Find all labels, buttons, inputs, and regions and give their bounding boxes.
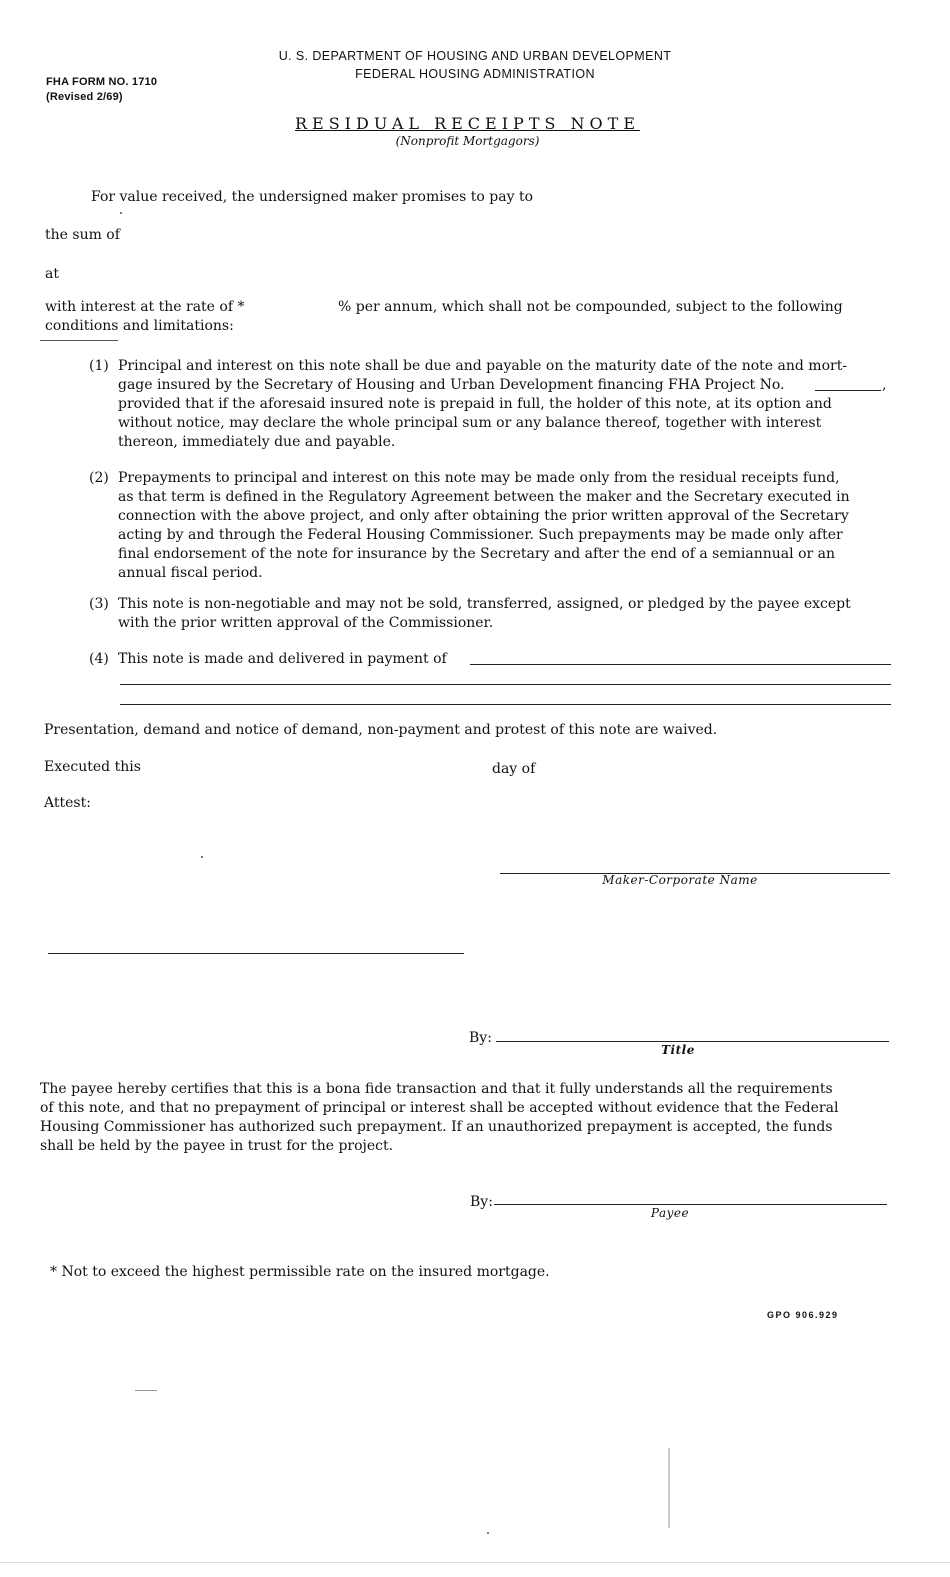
executed-label: Executed this	[44, 759, 141, 775]
condition-1-line: provided that if the aforesaid insured note is prepaid in full, the holder of this note, at its option and	[118, 396, 832, 412]
condition-4-number: (4)	[89, 651, 109, 667]
form-number: FHA FORM NO. 1710	[46, 76, 158, 88]
payment-purpose-blank-2[interactable]	[120, 684, 891, 685]
condition-2-line: as that term is defined in the Regulatory Agreement between the maker and the Secretary executed in	[118, 489, 850, 505]
form-revision: (Revised 2/69)	[46, 91, 123, 103]
by-label-title: By:	[469, 1030, 492, 1046]
payment-purpose-blank-1[interactable]	[470, 664, 891, 665]
condition-3-number: (3)	[89, 596, 109, 612]
attest-signature-line[interactable]	[48, 953, 464, 954]
interest-prefix: with interest at the rate of *	[45, 299, 245, 315]
scan-mark	[40, 340, 118, 341]
interest-suffix: % per annum, which shall not be compounded, subject to the following	[338, 299, 843, 315]
scan-mark	[135, 1390, 157, 1391]
comma: ,	[882, 377, 887, 393]
condition-2-line: final endorsement of the note for insurance by the Secretary and after the end of a semiannual or an	[118, 546, 836, 562]
certification-line: shall be held by the payee in trust for the project.	[40, 1138, 394, 1154]
conditions-label: conditions and limitations:	[45, 318, 234, 334]
by-label-payee: By:	[470, 1194, 493, 1210]
at-label: at	[45, 266, 59, 282]
condition-1-line: thereon, immediately due and payable.	[118, 434, 396, 450]
scan-mark	[668, 1448, 670, 1528]
document-title: RESIDUAL RECEIPTS NOTE	[294, 114, 640, 133]
payee-caption: Payee	[650, 1206, 690, 1220]
condition-1-line: Principal and interest on this note shall be due and payable on the maturity date of the note and mort-	[118, 358, 848, 374]
condition-2-line: acting by and through the Federal Housing Commissioner. Such prepayments may be made only after	[118, 527, 843, 543]
waiver-text: Presentation, demand and notice of demand, non-payment and protest of this note are waived.	[44, 722, 718, 738]
maker-caption: Maker-Corporate Name	[602, 873, 758, 887]
project-number-blank[interactable]	[815, 390, 881, 391]
payee-signature-line[interactable]	[494, 1204, 887, 1205]
condition-1-line: gage insured by the Secretary of Housing and Urban Development financing FHA Project No. ,	[118, 377, 887, 393]
attest-label: Attest:	[44, 795, 91, 811]
gpo-number: GPO 906.929	[767, 1310, 839, 1320]
certification-text	[40, 1080, 890, 1156]
certification-line: The payee hereby certifies that this is a bona fide transaction and that it fully understands all the requirements	[40, 1081, 833, 1097]
condition-3-line: with the prior written approval of the Commissioner.	[118, 615, 494, 631]
scan-speck	[201, 856, 203, 858]
scan-speck	[120, 212, 122, 214]
document-subtitle: (Nonprofit Mortgagors)	[395, 134, 540, 148]
condition-2-number: (2)	[89, 470, 109, 486]
sum-label: the sum of	[45, 227, 120, 243]
title-signature-line[interactable]	[496, 1041, 889, 1042]
day-of-label: day of	[492, 761, 536, 777]
scan-edge	[0, 1562, 950, 1563]
condition-1-line: without notice, may declare the whole principal sum or any balance thereof, together with interest	[118, 415, 822, 431]
certification-line: of this note, and that no prepayment of principal or interest shall be accepted without evidence that the Federal	[40, 1100, 839, 1116]
condition-2-line: annual fiscal period.	[118, 565, 263, 581]
payment-purpose-blank-3[interactable]	[120, 704, 891, 705]
condition-1-number: (1)	[89, 358, 109, 374]
agency-name: U. S. DEPARTMENT OF HOUSING AND URBAN DEVELOPMENT	[278, 49, 672, 63]
condition-1	[118, 357, 888, 452]
administration-name: FEDERAL HOUSING ADMINISTRATION	[355, 67, 595, 81]
condition-4-line: This note is made and delivered in payment of	[118, 651, 447, 667]
condition-2-line: connection with the above project, and only after obtaining the prior written approval of the Secretary	[118, 508, 849, 524]
title-caption: Title	[661, 1043, 695, 1057]
promise-text: For value received, the undersigned maker promises to pay to	[91, 189, 534, 205]
condition-3-line: This note is non-negotiable and may not be sold, transferred, assigned, or pledged by the payee except	[118, 596, 851, 612]
condition-2	[118, 469, 888, 583]
condition-3	[118, 595, 898, 633]
footnote: * Not to exceed the highest permissible rate on the insured mortgage.	[50, 1264, 550, 1280]
condition-2-line: Prepayments to principal and interest on this note may be made only from the residual receipts fund,	[118, 470, 840, 486]
certification-line: Housing Commissioner has authorized such prepayment. If an unauthorized prepayment is accepted, the funds	[40, 1119, 833, 1135]
scan-speck	[487, 1532, 489, 1534]
